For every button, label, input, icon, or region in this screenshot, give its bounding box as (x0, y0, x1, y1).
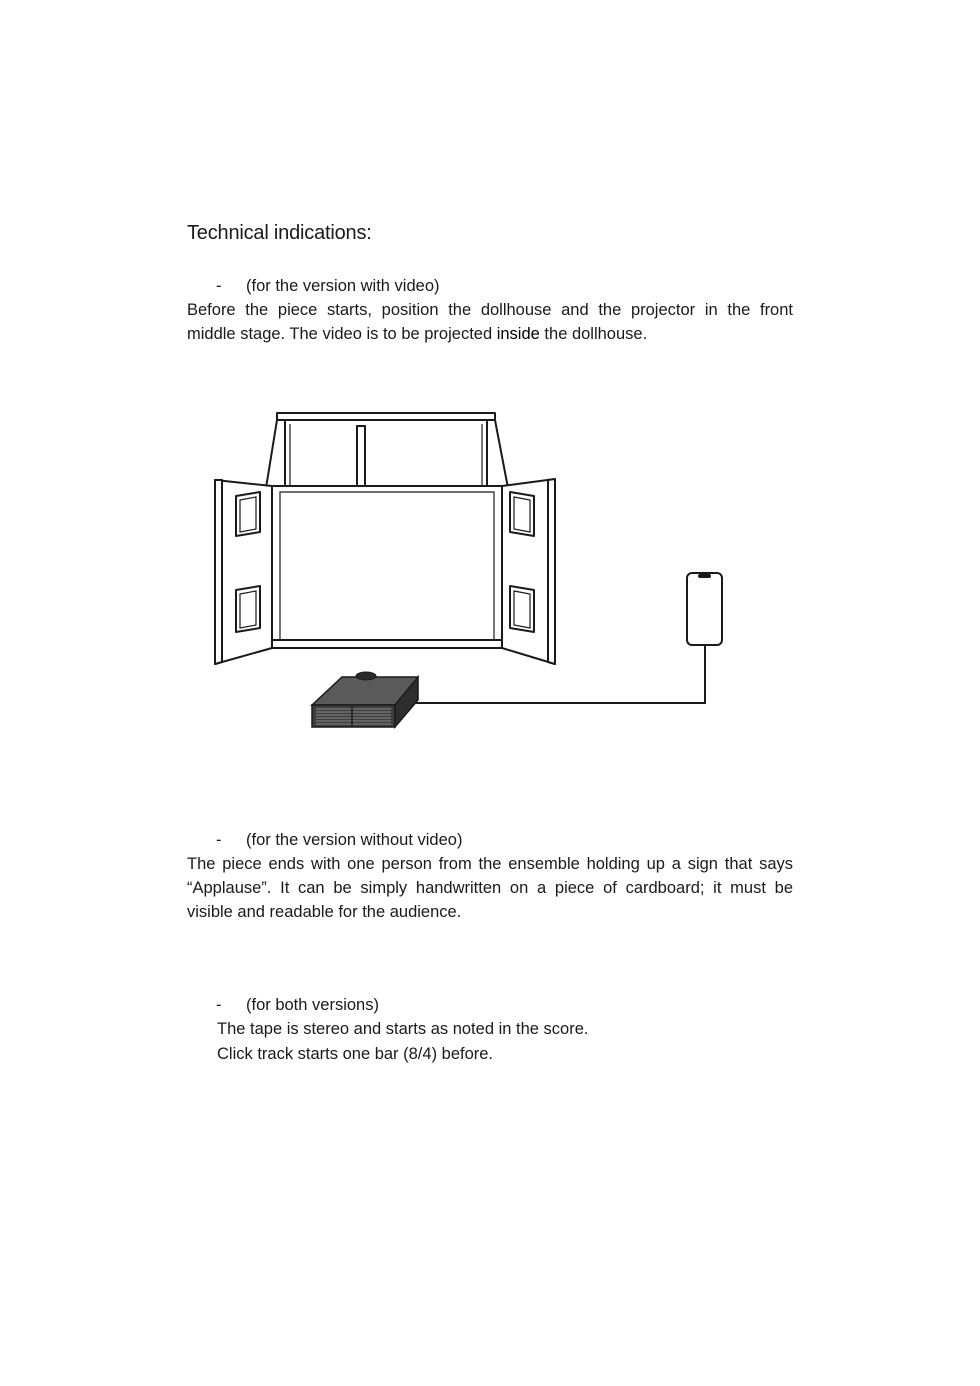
dollhouse-right-side-wall (487, 420, 508, 488)
paragraph-line (187, 322, 793, 346)
dollhouse-floor (272, 640, 502, 648)
paragraph-video-instructions (187, 298, 793, 346)
dollhouse-left-side-wall (266, 420, 285, 488)
text-run: middle stage. The video is to be projected (187, 325, 497, 343)
bullet-dash: - (216, 831, 222, 849)
paragraph-no-video-instructions (187, 852, 793, 924)
dollhouse-right-door-edge (548, 479, 555, 664)
smartphone (687, 573, 722, 645)
dollhouse-divider (357, 426, 365, 486)
dollhouse-interior-screen (272, 486, 502, 648)
video-cable (412, 645, 705, 703)
paragraph-line: Click track starts one bar (8/4) before. (217, 1044, 494, 1063)
projector (312, 672, 418, 727)
bullet-no-video-version (216, 828, 462, 852)
bullet-dash: - (216, 277, 222, 295)
dollhouse-roof (277, 413, 495, 420)
paragraph-line: Before the piece starts, position the dollhouse and the projector in the front (187, 301, 793, 319)
bullet-dash: - (216, 996, 222, 1014)
page-heading: Technical indications: (187, 222, 372, 244)
paragraph-both-versions (217, 1017, 588, 1066)
paragraph-line: visible and readable for the audience. (187, 903, 462, 921)
bullet-label: (for the version with video) (246, 277, 440, 295)
paragraph-line: The tape is stereo and starts as noted in the score. (217, 1020, 589, 1038)
stage-setup-illustration (200, 400, 740, 740)
bullet-video-version (216, 274, 440, 298)
bullet-label: (for the version without video) (246, 831, 463, 849)
text-run: the dollhouse. (539, 325, 648, 343)
emphasized-word: inside (496, 325, 540, 343)
bullet-label: (for both versions) (246, 996, 379, 1014)
bullet-both-versions (216, 993, 379, 1017)
paragraph-line: “Applause”. It can be simply handwritten on a piece of cardboard; it must be (187, 879, 793, 897)
dollhouse-left-door-edge (215, 480, 222, 664)
paragraph-line: The piece ends with one person from the ensemble holding up a sign that says (187, 855, 793, 873)
dollhouse-back-wall (285, 420, 487, 488)
